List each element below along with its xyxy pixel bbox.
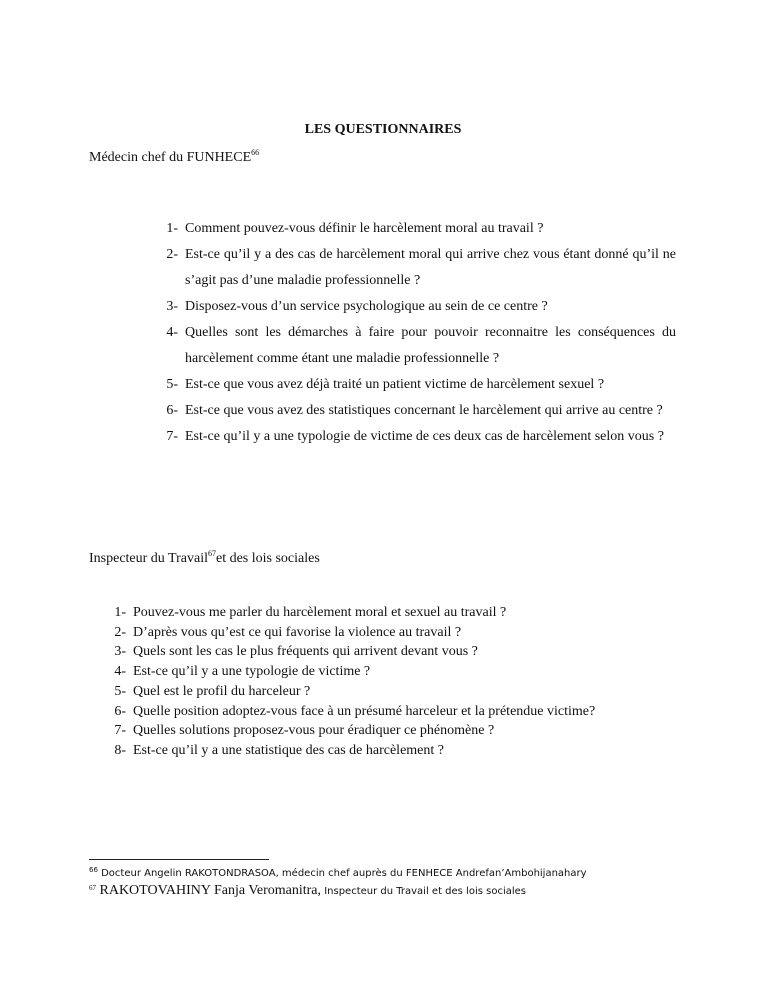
item-number: 6-: [166, 403, 178, 418]
item-text: Est-ce que vous avez déjà traité un patient victime de harcèlement sexuel ?: [185, 377, 605, 392]
section2-heading: [89, 551, 320, 567]
footnote-67: [89, 883, 526, 899]
section2-heading-text-rest: et des lois sociales: [215, 551, 320, 566]
footnote-66: [89, 868, 587, 879]
list-item: [106, 623, 666, 643]
item-text: Disposez-vous d’un service psychologique au sein de ce centre ?: [185, 299, 548, 314]
section2-heading-text: Inspecteur du Travail: [89, 551, 208, 566]
footnote-text: Docteur Angelin RAKOTONDRASOA, médecin chef auprès du FENHECE Andrefan’Ambohijanahary: [101, 868, 587, 879]
list-item: [150, 294, 676, 320]
list-item: [150, 216, 676, 242]
footnote-marker: 67: [89, 884, 96, 892]
item-text: D’après vous qu’est ce qui favorise la violence au travail ?: [133, 624, 462, 640]
item-text: Est-ce qu’il y a une typologie de victime de ces deux cas de harcèlement selon vous ?: [185, 429, 664, 444]
footnote-marker: 66: [89, 866, 98, 874]
section1-heading: [89, 150, 259, 166]
item-text: Comment pouvez-vous définir le harcèlement moral au travail ?: [185, 221, 544, 236]
item-number: 5-: [166, 377, 178, 392]
item-text: Quelles solutions proposez-vous pour éradiquer ce phénomène ?: [133, 723, 495, 739]
item-number: 1-: [166, 221, 178, 236]
item-text: Est-ce qu’il y a des cas de harcèlement moral qui arrive chez vous étant donné qu’il ne s’agit pas d’une maladie professionnelle ?: [185, 247, 676, 288]
item-text: Quels sont les cas le plus fréquents qui arrivent devant vous ?: [133, 644, 478, 660]
section2-question-list: [106, 603, 666, 761]
item-number: 3-: [114, 644, 126, 660]
list-item: [106, 662, 666, 682]
list-item: [106, 702, 666, 722]
list-item: [106, 603, 666, 623]
item-text: Est-ce qu’il y a une typologie de victime ?: [133, 664, 371, 680]
item-number: 2-: [166, 247, 178, 262]
list-item: [150, 372, 676, 398]
list-item: [150, 398, 676, 424]
item-number: 1-: [114, 605, 126, 620]
item-text: Quelle position adoptez-vous face à un présumé harceleur et la prétendue victime?: [133, 703, 596, 719]
item-text: Est-ce que vous avez des statistiques concernant le harcèlement qui arrive au centre ?: [185, 403, 663, 418]
item-number: 7-: [166, 429, 178, 444]
footnote-name: RAKOTOVAHINY Fanja Veromanitra,: [99, 883, 322, 898]
footnote-separator: [89, 859, 269, 860]
section1-heading-text: Médecin chef du FUNHECE: [89, 150, 252, 165]
page-title: LES QUESTIONNAIRES: [304, 122, 462, 137]
item-number: 5-: [114, 683, 126, 699]
item-text: Est-ce qu’il y a une statistique des cas de harcèlement ?: [133, 742, 444, 758]
list-item: [150, 242, 676, 294]
item-number: 2-: [114, 624, 126, 640]
item-number: 4-: [114, 664, 126, 680]
list-item: [150, 424, 676, 450]
footnote-ref-67: 67: [207, 549, 216, 558]
list-item: [150, 320, 676, 372]
list-item: [106, 642, 666, 662]
item-number: 3-: [166, 299, 178, 314]
item-number: 4-: [166, 325, 178, 340]
footnote-text: Inspecteur du Travail et des lois sociales: [321, 886, 526, 897]
list-item: [106, 682, 666, 702]
list-item: [106, 721, 666, 741]
footnote-ref-66: 66: [251, 148, 260, 157]
item-text: Quel est le profil du harceleur ?: [133, 683, 311, 699]
item-number: 6-: [114, 703, 126, 719]
item-text: Quelles sont les démarches à faire pour pouvoir reconnaitre les conséquences du harcèlement comme étant une maladie professionnelle ?: [185, 325, 676, 366]
item-number: 7-: [114, 723, 126, 739]
item-number: 8-: [114, 742, 126, 758]
item-text: Pouvez-vous me parler du harcèlement moral et sexuel au travail ?: [133, 605, 507, 620]
list-item: [106, 741, 666, 761]
section1-question-list: [150, 216, 676, 450]
